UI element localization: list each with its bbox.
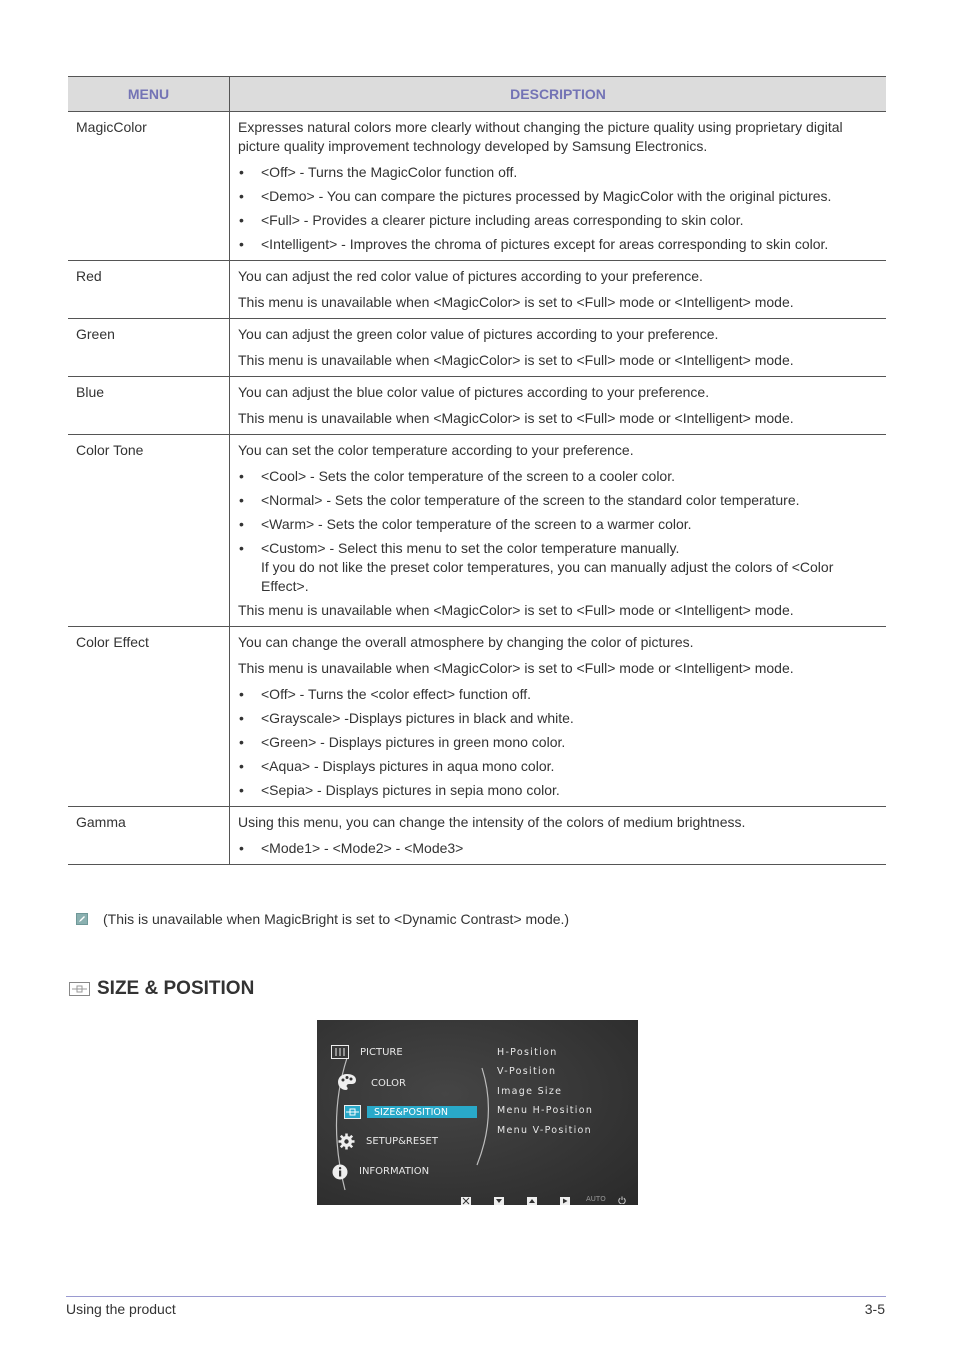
menu-description — [230, 377, 887, 435]
palette-icon — [337, 1073, 357, 1091]
menu-description — [230, 807, 887, 865]
list-item: • <Full> - Provides a clearer picture including areas corresponding to skin color. — [238, 211, 878, 230]
osd-submenu-menu-h-position[interactable]: Menu H-Position — [497, 1105, 594, 1116]
description-text: You can set the color temperature according to your preference. — [238, 442, 634, 458]
list-item: • <Sepia> - Displays pictures in sepia mono color. — [238, 781, 878, 800]
footer-chapter: Using the product — [66, 1301, 176, 1317]
list-item-text: <Custom> - Select this menu to set the color temperature manually. — [261, 540, 680, 556]
menu-description — [230, 261, 887, 319]
option-list — [238, 685, 878, 800]
menu-name: Gamma — [68, 807, 230, 865]
list-item: • <Off> - Turns the <color effect> function off. — [238, 685, 878, 704]
menu-name: Green — [68, 319, 230, 377]
page-number: 3-5 — [864, 1301, 885, 1317]
osd-submenu-image-size[interactable]: Image Size — [497, 1086, 563, 1097]
list-item: • <Aqua> - Displays pictures in aqua mono color. — [238, 757, 878, 776]
table-row — [68, 377, 886, 435]
list-item: • <Mode1> - <Mode2> - <Mode3> — [238, 839, 878, 858]
power-icon[interactable] — [618, 1196, 626, 1204]
size-position-osd-icon — [344, 1105, 361, 1119]
menu-name: Blue — [68, 377, 230, 435]
osd-item-setup-reset[interactable]: SETUP&RESET — [366, 1136, 438, 1147]
menu-description — [230, 627, 887, 807]
list-item: • <Cool> - Sets the color temperature of the screen to a cooler color. — [238, 467, 878, 486]
table-row — [68, 112, 886, 261]
down-arrow-icon[interactable] — [494, 1197, 504, 1205]
section-heading — [69, 978, 254, 1000]
menu-description — [230, 112, 887, 261]
section-title: SIZE & POSITION — [97, 978, 255, 999]
menu-description — [230, 319, 887, 377]
table-row — [68, 261, 886, 319]
osd-menu-screenshot — [317, 1020, 638, 1205]
list-item: • <Warm> - Sets the color temperature of the screen to a warmer color. — [238, 515, 878, 534]
size-position-icon — [69, 982, 90, 996]
gear-icon — [338, 1133, 355, 1150]
note-icon — [76, 913, 88, 925]
auto-button[interactable]: AUTO — [586, 1195, 606, 1203]
menu-button-icon[interactable] — [461, 1197, 471, 1205]
menu-name: MagicColor — [68, 112, 230, 261]
menu-description-table — [68, 76, 886, 865]
description-text: You can change the overall atmosphere by changing the color of pictures. — [238, 634, 694, 650]
custom-note: If you do not like the preset color temperatures, you can manually adjust the colors of <Color Effect>. — [261, 559, 834, 594]
note — [76, 911, 569, 927]
menu-name: Color Tone — [68, 435, 230, 627]
list-item: • <Green> - Displays pictures in green mono color. — [238, 733, 878, 752]
list-item: • <Intelligent> - Improves the chroma of pictures except for areas corresponding to skin color. — [238, 235, 878, 254]
column-header-menu: MENU — [68, 77, 230, 112]
description-text: This menu is unavailable when <MagicColor> is set to <Full> mode or <Intelligent> mode. — [238, 352, 794, 368]
osd-item-information[interactable]: INFORMATION — [359, 1166, 430, 1177]
option-list — [238, 467, 878, 596]
table-row — [68, 319, 886, 377]
osd-submenu-menu-v-position[interactable]: Menu V-Position — [497, 1125, 592, 1136]
description-text: You can adjust the green color value of pictures according to your preference. — [238, 326, 719, 342]
column-header-description: DESCRIPTION — [230, 77, 887, 112]
osd-submenu-h-position[interactable]: H-Position — [497, 1047, 558, 1058]
table-row — [68, 627, 886, 807]
list-item: • <Grayscale> -Displays pictures in black and white. — [238, 709, 878, 728]
footer-divider — [66, 1296, 886, 1297]
table-row — [68, 435, 886, 627]
list-item — [238, 539, 878, 596]
table-row — [68, 807, 886, 865]
list-item: • <Normal> - Sets the color temperature of the screen to the standard color temperature. — [238, 491, 878, 510]
option-list — [238, 839, 878, 858]
description-text: This menu is unavailable when <MagicColor> is set to <Full> mode or <Intelligent> mode. — [238, 602, 794, 618]
description-text: This menu is unavailable when <MagicColor> is set to <Full> mode or <Intelligent> mode. — [238, 410, 794, 426]
note-text: (This is unavailable when MagicBright is set to <Dynamic Contrast> mode.) — [103, 911, 570, 927]
info-icon — [332, 1164, 348, 1180]
description-text: This menu is unavailable when <MagicColor> is set to <Full> mode or <Intelligent> mode. — [238, 660, 794, 676]
osd-item-size-position[interactable]: SIZE&POSITION — [367, 1106, 477, 1118]
description-text: Expresses natural colors more clearly without changing the picture quality using proprietary digital picture quality improvement technology developed by Samsung Electronics. — [238, 119, 843, 154]
picture-icon — [331, 1045, 349, 1060]
osd-item-color[interactable]: COLOR — [371, 1078, 406, 1089]
description-text: You can adjust the red color value of pictures according to your preference. — [238, 268, 703, 284]
menu-name: Color Effect — [68, 627, 230, 807]
description-text: You can adjust the blue color value of pictures according to your preference. — [238, 384, 710, 400]
osd-item-picture[interactable]: PICTURE — [360, 1047, 403, 1058]
option-list — [238, 163, 878, 254]
menu-description — [230, 435, 887, 627]
up-arrow-icon[interactable] — [527, 1197, 537, 1205]
list-item: • <Demo> - You can compare the pictures processed by MagicColor with the original pictures. — [238, 187, 878, 206]
osd-submenu-v-position[interactable]: V-Position — [497, 1066, 557, 1077]
list-item: • <Off> - Turns the MagicColor function off. — [238, 163, 878, 182]
menu-name: Red — [68, 261, 230, 319]
description-text: Using this menu, you can change the intensity of the colors of medium brightness. — [238, 814, 746, 830]
description-text: This menu is unavailable when <MagicColor> is set to <Full> mode or <Intelligent> mode. — [238, 294, 794, 310]
enter-arrow-icon[interactable] — [560, 1197, 570, 1205]
